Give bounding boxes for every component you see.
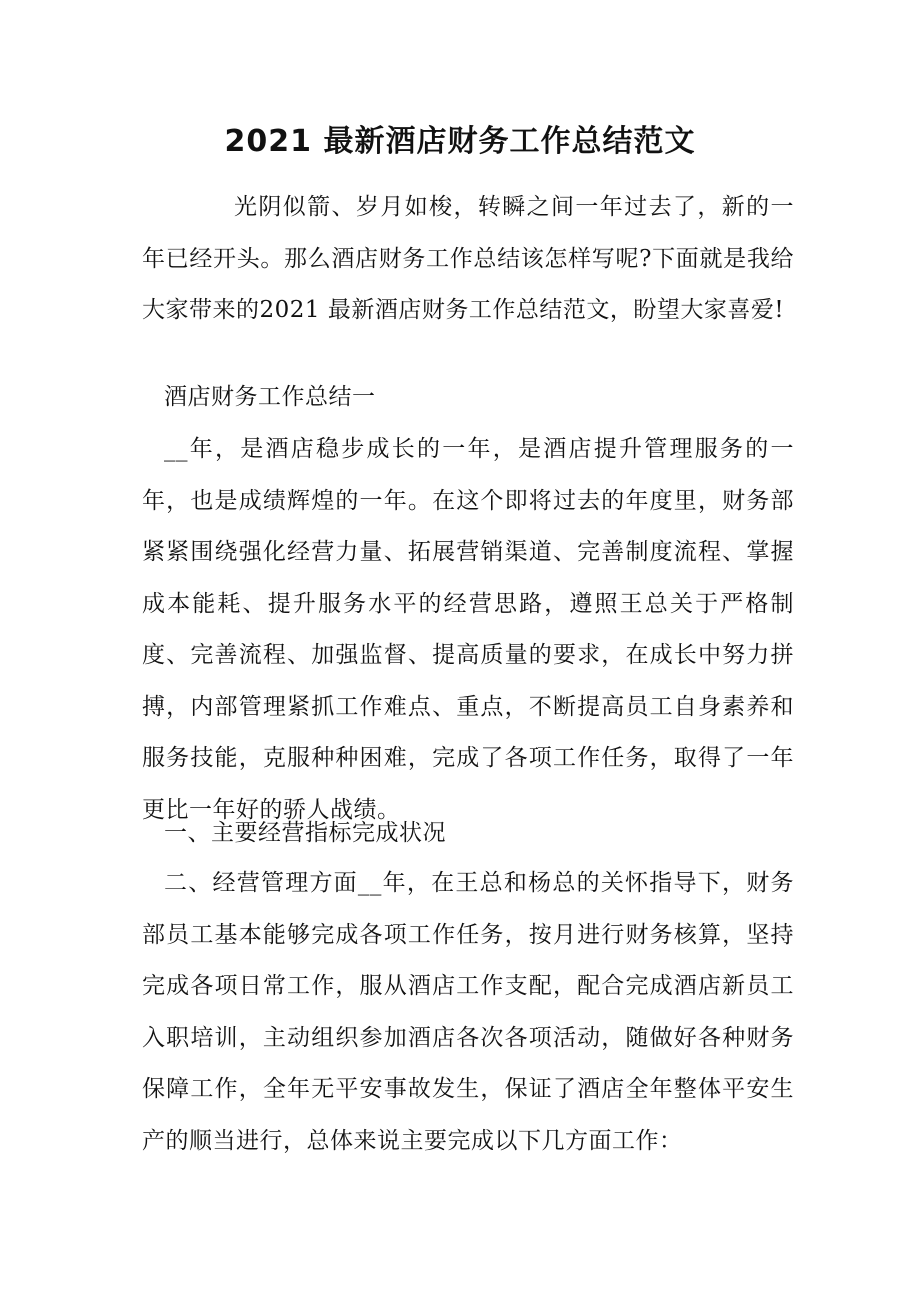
intro-paragraph: 光阴似箭、岁月如梭，转瞬之间一年过去了，新的一年已经开头。那么酒店财务工作总结该怎样写呢?下面就是我给大家带来的2021 最新酒店财务工作总结范文，盼望大家喜爱! bbox=[142, 194, 794, 323]
section-heading: 酒店财务工作总结一 bbox=[164, 384, 376, 410]
document-title: 2021 最新酒店财务工作总结范文 bbox=[224, 124, 696, 159]
management-paragraph: 二、经营管理方面__年，在王总和杨总的关怀指导下，财务部员工基本能够完成各项工作任务，按月进行财务核算，坚持完成各项日常工作，服从酒店工作支配，配合完成酒店新员工入职培训，主动组织参加酒店各次各项活动，随做好各种财务保障工作，全年无平安事故发生，保证了酒店全年整体平安生产的顺当进行，总体来说主要完成以下几方面工作： bbox=[142, 870, 794, 1154]
summary-paragraph: __年，是酒店稳步成长的一年，是酒店提升管理服务的一年，也是成绩辉煌的一年。在这个即将过去的年度里，财务部紧紧围绕强化经营力量、拓展营销渠道、完善制度流程、掌握成本能耗、提升服务水平的经营思路，遵照王总关于严格制度、完善流程、加强监督、提高质量的要求，在成长中努力拼搏，内部管理紧抓工作难点、重点，不断提高员工自身素养和服务技能，克服种种困难，完成了各项工作任务，取得了一年更比一年好的骄人战绩。 bbox=[142, 436, 794, 823]
subheading-indicators: 一、主要经营指标完成状况 bbox=[164, 820, 446, 846]
